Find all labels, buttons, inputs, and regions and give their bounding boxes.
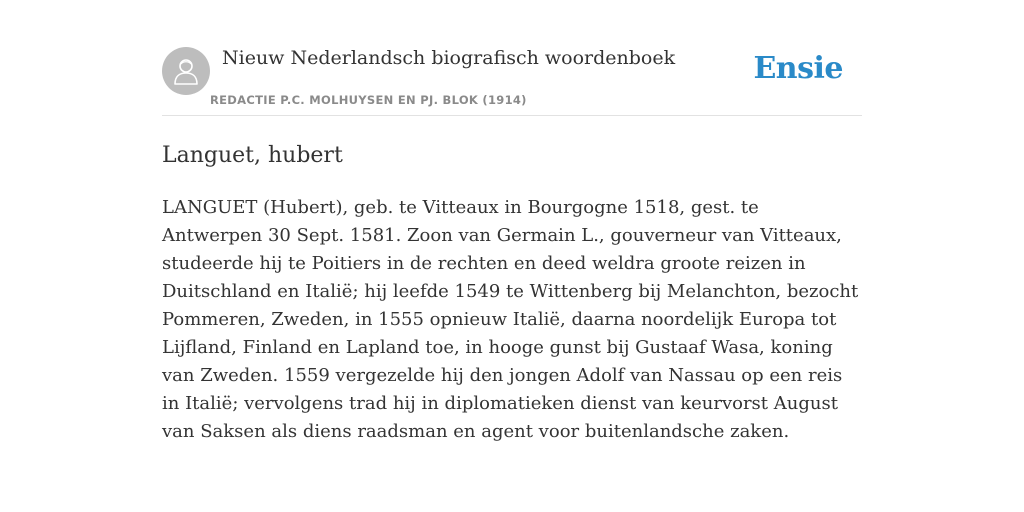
source-header	[162, 0, 862, 116]
editors-line: REDACTIE P.C. MOLHUYSEN EN PJ. BLOK (1914)	[210, 93, 527, 107]
book-title[interactable]: Nieuw Nederlandsch biografisch woordenboek	[222, 47, 676, 69]
avatar[interactable]	[162, 47, 210, 95]
ensie-logo[interactable]: Ensie	[753, 51, 843, 86]
entry-title: Languet, hubert	[162, 143, 343, 168]
entry-body: LANGUET (Hubert), geb. te Vitteaux in Bourgogne 1518, gest. te Antwerpen 30 Sept. 1581. Zoon van Germain L., gouverneur van Vitteaux, studeerde hij te Poitiers in de rechten en deed weldra groote reizen in Duitschland en Italië; hij leefde 1549 te Wittenberg bij Melanchton, bezocht Pommeren, Zweden, in 1555 opnieuw Italië, daarna noordelijk Europa tot Lijfland, Finland en Lapland toe, in hooge gunst bij Gustaaf Wasa, koning van Zweden. 1559 vergezelde hij den jongen Adolf van Nassau op een reis in Italië; vervolgens trad hij in diplomatieken dienst van keurvorst August van Saksen als diens raadsman en agent voor buitenlandsche zaken.	[162, 197, 859, 442]
user-silhouette-icon	[173, 57, 199, 85]
entry-card	[162, 0, 862, 446]
